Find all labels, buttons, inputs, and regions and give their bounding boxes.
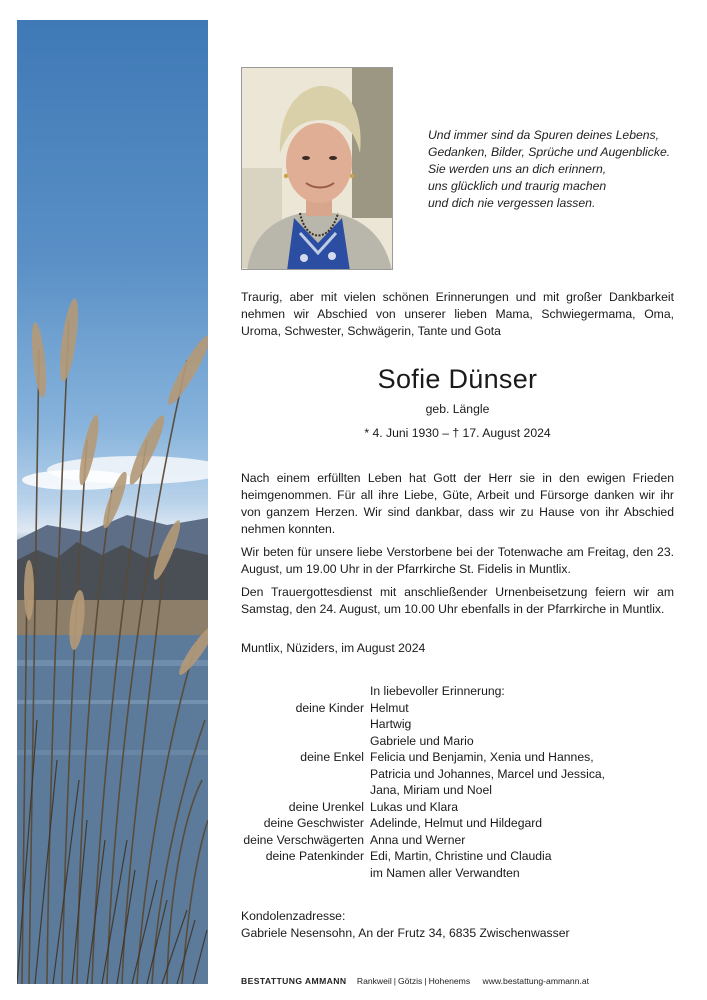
poem [428,127,688,212]
mourner-names: Hartwig [370,717,412,731]
separator: | [424,976,427,986]
place-date: Muntlix, Nüziders, im August 2024 [241,641,426,655]
funeral-home-brand: BESTATTUNG AMMANN [241,976,347,986]
paragraph: Wir beten für unsere liebe Verstorbene bei der Totenwache am Freitag, den 23. August, um 19.00 Uhr in der Pfarrkirche St. Fidelis in Muntlix. [241,545,674,576]
relation-label: deine Geschwister [263,816,364,830]
mourner-names: Edi, Martin, Christine und Claudia [370,849,552,863]
relation-label [241,683,370,700]
poem-line: Und immer sind da Spuren deines Lebens, [428,128,660,142]
relation-label: deine Kinder [295,700,364,715]
mourner-row [241,848,674,865]
reed-lake-illustration [17,20,208,984]
reed-lake-photo [17,20,208,984]
poem-line: Sie werden uns an dich erinnern, [428,162,607,176]
mourner-row [241,782,674,799]
condolence-address [241,908,674,942]
paragraph: Nach einem erfüllten Leben hat Gott der Herr sie in den ewigen Frieden heimgenommen. Für all ihre Liebe, Güte, Arbeit und Fürsorge danken wir ihr von ganzem Herzen. Wir sind dankbar, dass wir zu Hause von ihr Abschied nehmen konnten. [241,471,674,536]
mourner-row [241,716,674,733]
mourner-names: In liebevoller Erinnerung: [370,684,505,698]
paragraph: Den Trauergottesdienst mit anschließender Urnenbeisetzung feiern wir am Samstag, den 24. August, um 10.00 Uhr ebenfalls in der Pfarrkirche in Muntlix. [241,585,674,616]
poem-line: uns glücklich und traurig machen [428,179,607,193]
mourner-row [241,700,674,717]
mourner-row [241,766,674,783]
website-link[interactable]: www.bestattung-ammann.at [482,976,590,986]
poem-line: und dich nie vergessen lassen. [428,196,596,210]
mourner-row [241,683,674,700]
deceased-name: Sofie Dünser [377,364,538,394]
life-dates: * 4. Juni 1930 – † 17. August 2024 [364,426,551,440]
mourner-names: Jana, Miriam und Noel [370,783,492,797]
location: Hohenems [428,976,471,986]
mourner-names: im Namen aller Verwandten [370,865,520,880]
mourners-list [241,683,674,881]
relation-label [241,865,370,882]
relation-label: deine Urenkel [288,799,364,814]
announcement-body [241,470,674,624]
mourner-names: Lukas und Klara [370,799,459,814]
relation-label [241,782,370,799]
mourner-row [241,733,674,750]
mourner-names: Helmut [370,700,409,715]
mourner-names: Felicia und Benjamin, Xenia und Hannes, [370,750,594,764]
location: Götzis [397,976,423,986]
portrait-illustration [242,68,393,270]
relation-label: deine Patenkinder [265,849,364,863]
relation-label: deine Verschwägerten [243,832,364,847]
mourner-row [241,749,674,766]
mourner-names: Adelinde, Helmut und Hildegard [370,816,543,830]
mourner-names: Anna und Werner [370,832,466,847]
footer [241,975,681,987]
mourner-row [241,865,674,882]
condolence-label: Kondolenzadresse: [241,909,346,923]
relation-label [241,766,370,783]
relation-label [241,716,370,733]
birth-name: geb. Längle [425,402,490,416]
relation-label [241,733,370,750]
location: Rankweil [356,976,392,986]
separator: | [393,976,396,986]
condolence-address-line: Gabriele Nesensohn, An der Frutz 34, 6835 Zwischenwasser [241,926,570,940]
mourner-names: Patricia und Johannes, Marcel und Jessica, [370,766,606,781]
intro-text: Traurig, aber mit vielen schönen Erinnerungen und mit großer Dankbarkeit nehmen wir Abschied von unserer lieben Mama, Schwiegermama, Oma, Uroma, Schwester, Schwägerin, Tante und Gota [241,290,674,338]
mourner-row [241,815,674,832]
mourner-names: Gabriele und Mario [370,733,474,748]
mourner-row [241,799,674,816]
relation-label: deine Enkel [300,750,364,764]
mourner-row [241,832,674,849]
poem-line: Gedanken, Bilder, Sprüche und Augenblicke. [428,145,671,159]
portrait-photo [241,67,393,270]
